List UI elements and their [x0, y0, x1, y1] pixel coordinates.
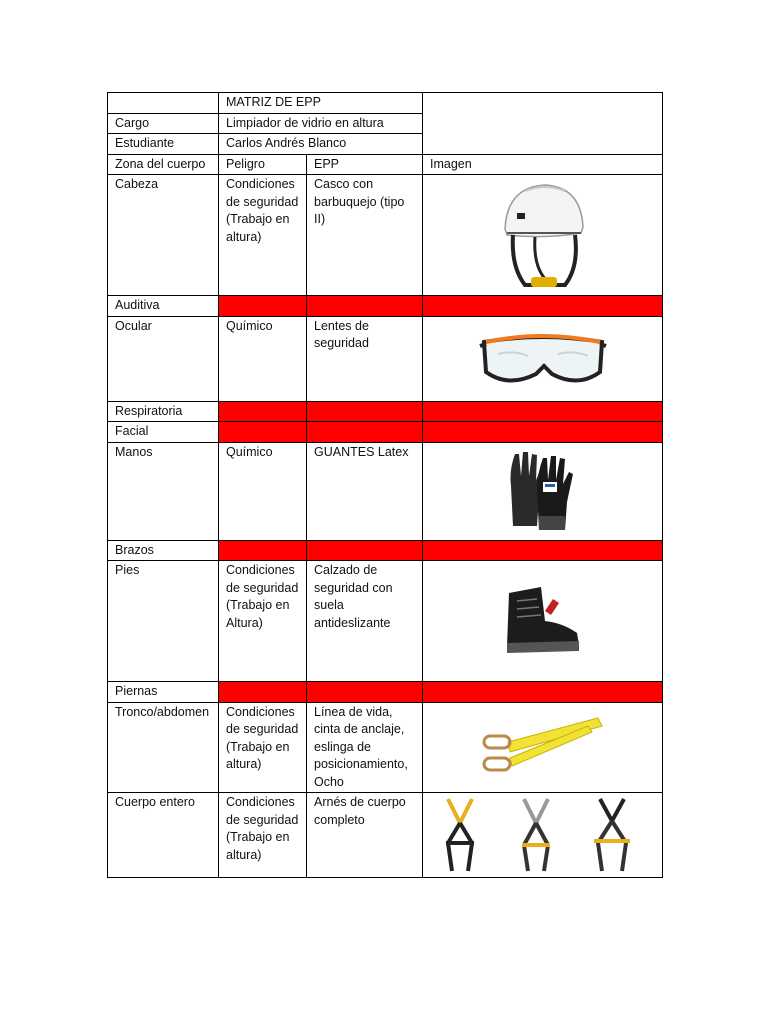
- epp-cell: [307, 682, 423, 703]
- header-epp: EPP: [307, 154, 423, 175]
- peligro-cell: Condiciones de seguridad (Trabajo en Altura): [219, 561, 307, 682]
- row-cuerpo-entero: [108, 793, 663, 878]
- zona-cell: Manos: [108, 442, 219, 540]
- zona-cell: Cabeza: [108, 175, 219, 296]
- peligro-cell: Condiciones de seguridad (Trabajo en altura): [219, 702, 307, 793]
- epp-cell: [307, 296, 423, 317]
- cargo-value: Limpiador de vidrio en altura: [219, 113, 423, 134]
- zona-cell: Respiratoria: [108, 401, 219, 422]
- row-piernas: [108, 682, 663, 703]
- epp-cell: Arnés de cuerpo completo: [307, 793, 423, 878]
- row-auditiva: [108, 296, 663, 317]
- zona-cell: Cuerpo entero: [108, 793, 219, 878]
- row-pies: [108, 561, 663, 682]
- header-right-empty-cell: [423, 93, 663, 155]
- image-cell: [423, 702, 663, 793]
- row-respiratoria: [108, 401, 663, 422]
- estudiante-value: Carlos Andrés Blanco: [219, 134, 423, 155]
- peligro-cell: Condiciones de seguridad (Trabajo en altura): [219, 175, 307, 296]
- header-row: [108, 154, 663, 175]
- epp-cell: [307, 401, 423, 422]
- image-cell: [423, 401, 663, 422]
- zona-cell: Facial: [108, 422, 219, 443]
- peligro-cell: [219, 682, 307, 703]
- gloves-image: [503, 446, 583, 536]
- lanyard-image: [478, 712, 608, 782]
- peligro-cell: [219, 422, 307, 443]
- epp-cell: Lentes de seguridad: [307, 316, 423, 401]
- header-peligro: Peligro: [219, 154, 307, 175]
- epp-cell: [307, 422, 423, 443]
- epp-cell: Calzado de seguridad con suela antideslizante: [307, 561, 423, 682]
- row-facial: [108, 422, 663, 443]
- peligro-cell: [219, 401, 307, 422]
- row-cabeza: [108, 175, 663, 296]
- epp-cell: [307, 540, 423, 561]
- zona-cell: Pies: [108, 561, 219, 682]
- zona-cell: Auditiva: [108, 296, 219, 317]
- harness-image: [428, 793, 658, 877]
- zona-cell: Piernas: [108, 682, 219, 703]
- epp-cell: Casco con barbuquejo (tipo II): [307, 175, 423, 296]
- title-row: [108, 93, 663, 114]
- row-tronco: [108, 702, 663, 793]
- epp-cell: GUANTES Latex: [307, 442, 423, 540]
- peligro-cell: Condiciones de seguridad (Trabajo en altura): [219, 793, 307, 878]
- zona-cell: Ocular: [108, 316, 219, 401]
- zona-cell: Tronco/abdomen: [108, 702, 219, 793]
- helmet-image: [495, 177, 591, 293]
- image-cell: [423, 540, 663, 561]
- estudiante-label: Estudiante: [108, 134, 219, 155]
- header-imagen: Imagen: [423, 154, 663, 175]
- image-cell: [423, 175, 663, 296]
- row-manos: [108, 442, 663, 540]
- epp-cell: Línea de vida, cinta de anclaje, eslinga de posicionamiento, Ocho: [307, 702, 423, 793]
- image-cell: [423, 316, 663, 401]
- image-cell: [423, 682, 663, 703]
- peligro-cell: Químico: [219, 316, 307, 401]
- image-cell: [423, 561, 663, 682]
- image-cell: [423, 442, 663, 540]
- peligro-cell: Químico: [219, 442, 307, 540]
- matrix-title: MATRIZ DE EPP: [219, 93, 423, 114]
- safety-glasses-image: [478, 324, 608, 394]
- image-cell: [423, 422, 663, 443]
- zona-cell: Brazos: [108, 540, 219, 561]
- peligro-cell: [219, 540, 307, 561]
- cargo-label: Cargo: [108, 113, 219, 134]
- safety-boot-image: [501, 581, 585, 661]
- peligro-cell: [219, 296, 307, 317]
- epp-matrix-table: [107, 92, 663, 878]
- image-cell: [423, 296, 663, 317]
- row-ocular: [108, 316, 663, 401]
- row-brazos: [108, 540, 663, 561]
- image-cell: [423, 793, 663, 878]
- header-zona: Zona del cuerpo: [108, 154, 219, 175]
- title-empty-cell: [108, 93, 219, 114]
